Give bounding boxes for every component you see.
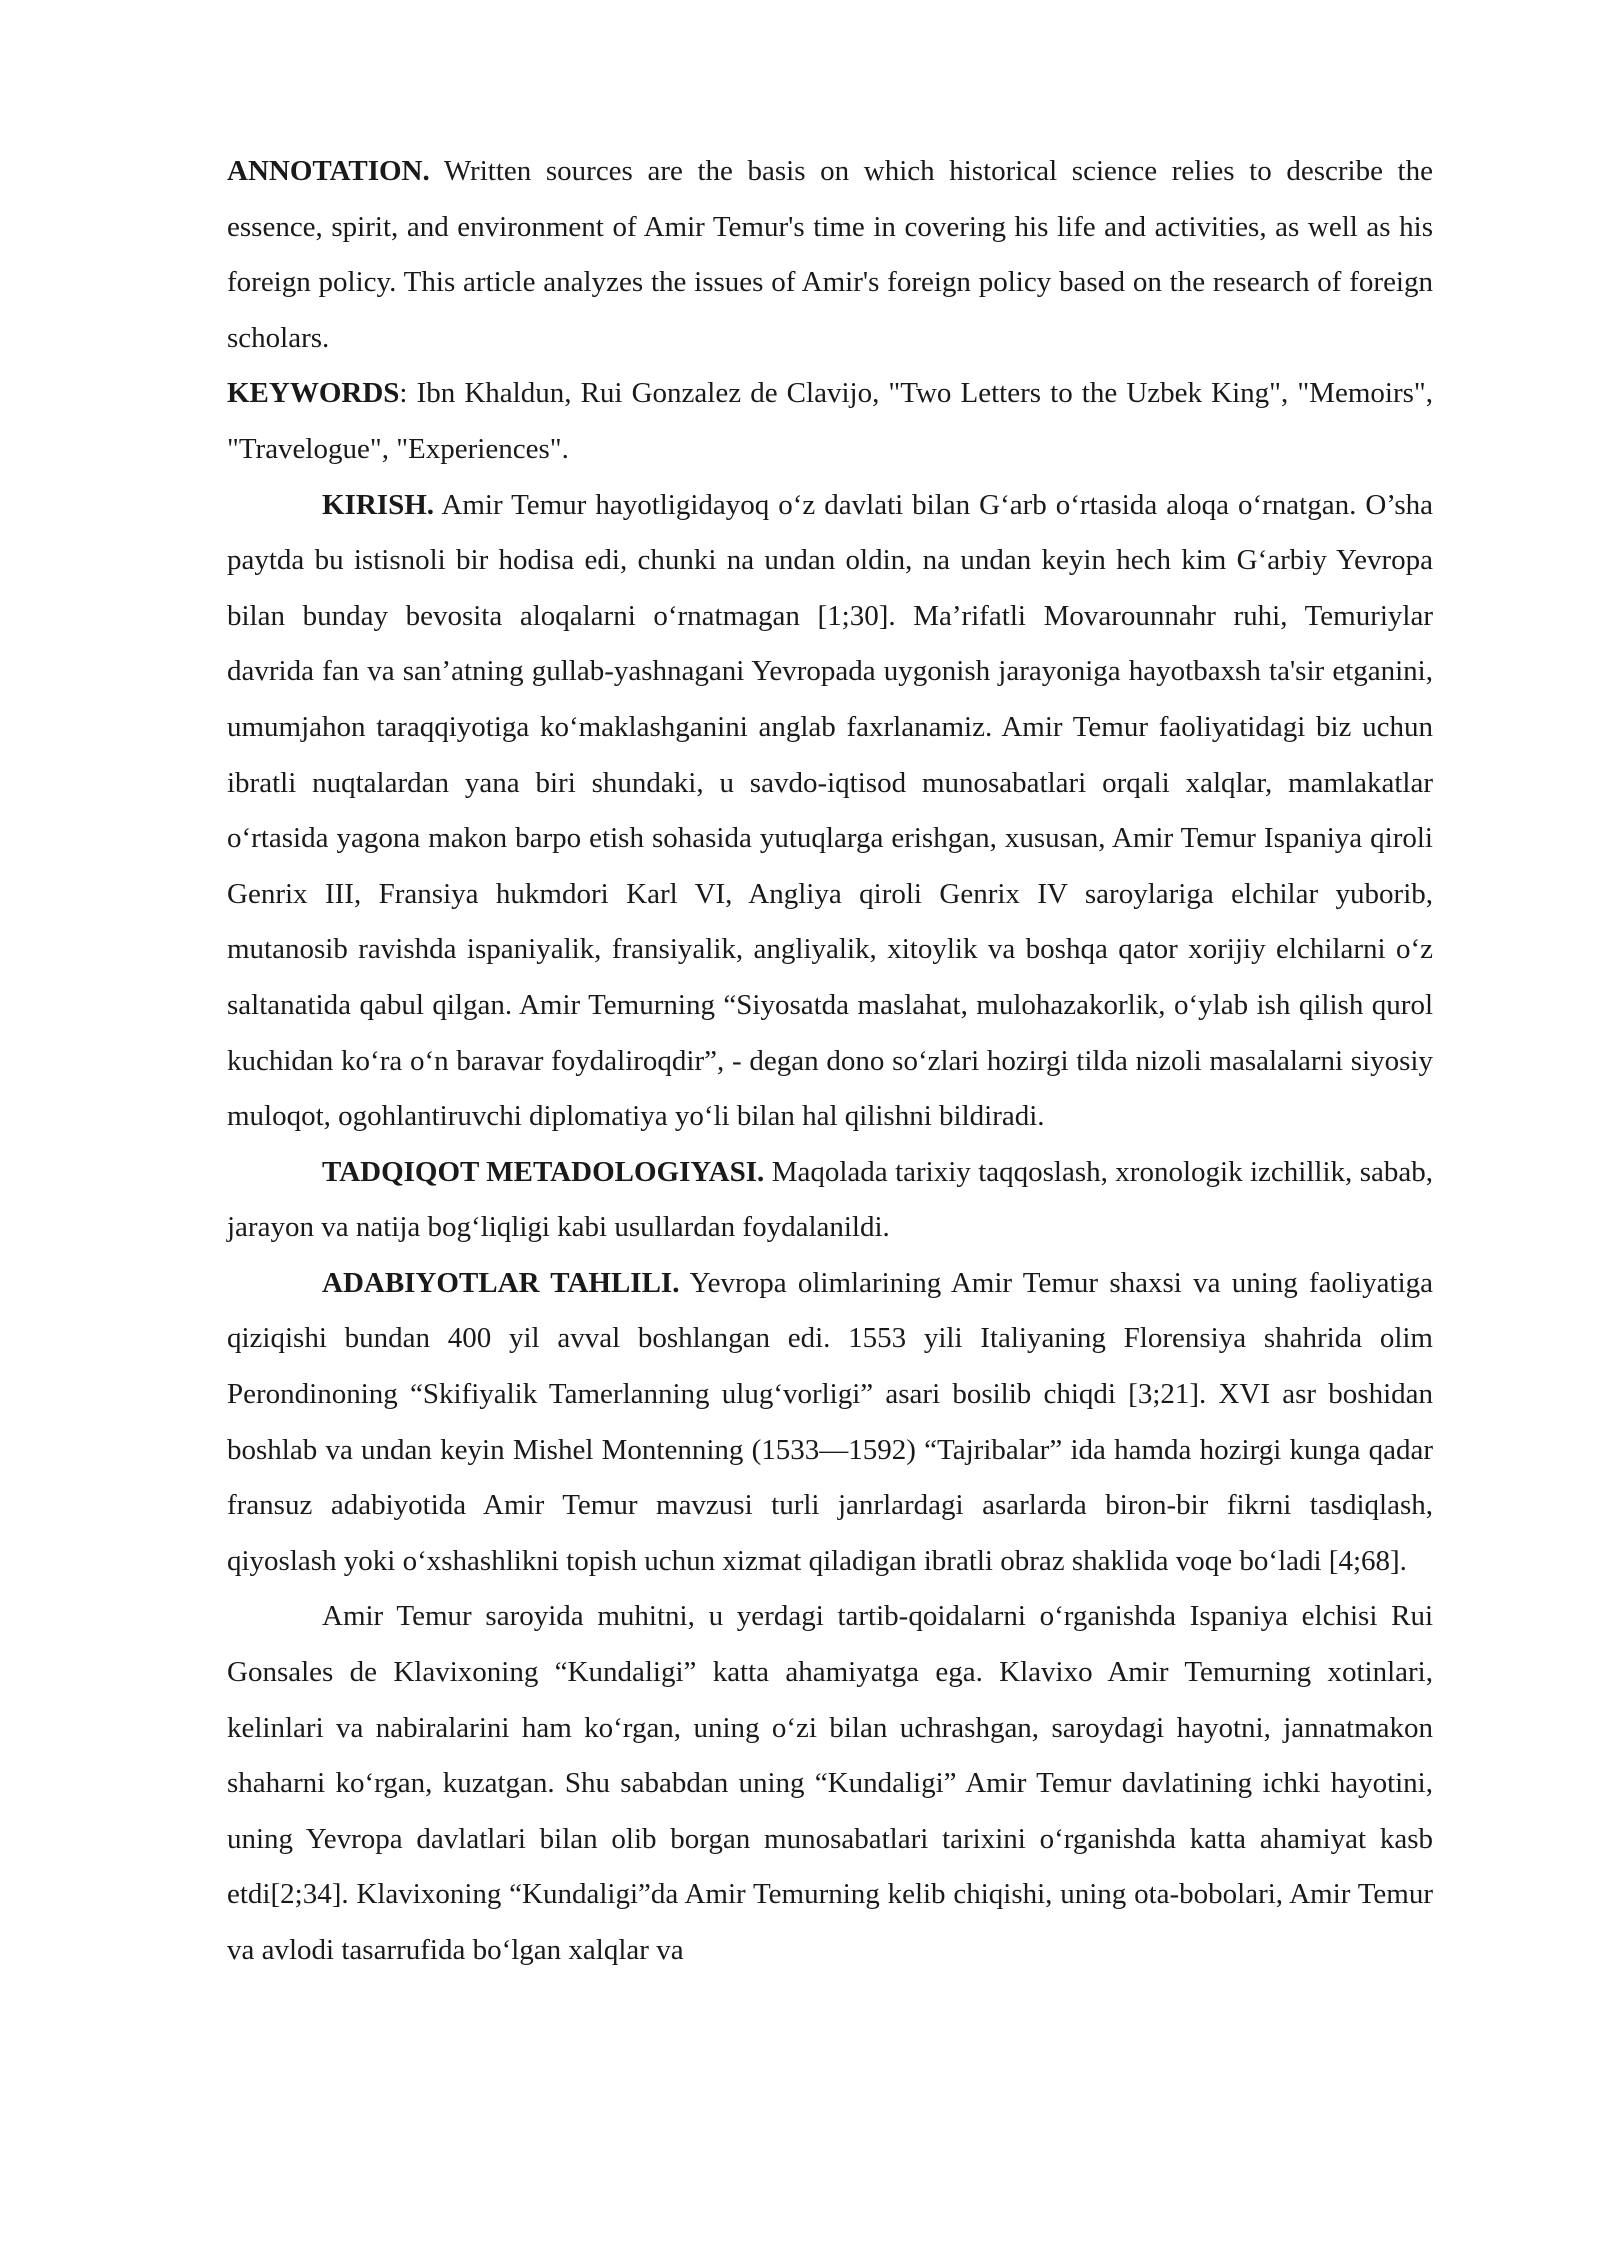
annotation-heading: ANNOTATION.	[227, 155, 430, 187]
clavijo-text: Amir Temur saroyida muhitni, u yerdagi tartib-qoidalarni o‘rganishda Ispaniya elchisi Rui Gonsales de Klavixoning “Kundaligi” katta ahamiyatga ega. Klavixo Amir Temurning xotinlari, kelinlari va nabiralarini ham ko‘rgan, uning o‘zi bilan uchrashgan, saroydagi hayotni, jannatmakon shaharni ko‘rgan, kuzatgan. Shu sababdan uning “Kundaligi” Amir Temur davlatining ichki hayotini, uning Yevropa davlatlari bilan olib borgan munosabatlari tarixini o‘rganishda katta ahamiyat kasb etdi[2;34]. Klavixoning “Kundaligi”da Amir Temurning kelib chiqishi, uning ota-bobolari, Amir Temur va avlodi tasarrufida bo‘lgan xalqlar va	[227, 1600, 1433, 1966]
annotation-text: Written sources are the basis on which historical science relies to describe the essence, spirit, and environment of Amir Temur's time in covering his life and activities, as well as his foreign policy. This article analyzes the issues of Amir's foreign policy based on the research of foreign scholars.	[227, 155, 1433, 354]
keywords-heading: KEYWORDS	[227, 377, 400, 410]
keywords-text: : Ibn Khaldun, Rui Gonzalez de Clavijo, "Two Letters to the Uzbek King", "Memoirs", "Travelogue", "Experiences".	[227, 377, 1433, 465]
methodology-heading: TADQIQOT METADOLOGIYASI.	[322, 1155, 765, 1188]
literature-paragraph	[227, 1256, 1433, 1590]
document-page	[227, 144, 1433, 1979]
kirish-heading: KIRISH.	[322, 488, 435, 521]
kirish-text: Amir Temur hayotligidayoq o‘z davlati bilan G‘arb o‘rtasida aloqa o‘rnatgan. O’sha paytda bu istisnoli bir hodisa edi, chunki na undan oldin, na undan keyin hech kim G‘arbiy Yevropa bilan bunday bevosita aloqalarni o‘rnatmagan [1;30]. Ma’rifatli Movarounnahr ruhi, Temuriylar davrida fan va san’atning gullab-yashnagani Yevropada uygonish jarayoniga hayotbaxsh ta'sir etganini, umumjahon taraqqiyotiga ko‘maklashganini anglab faxrlanamiz. Amir Temur faoliyatidagi biz uchun ibratli nuqtalardan yana biri shundaki, u savdo-iqtisod munosabatlari orqali xalqlar, mamlakatlar o‘rtasida yagona makon barpo etish sohasida yutuqlarga erishgan, xususan, Amir Temur Ispaniya qiroli Genrix III, Fransiya hukmdori Karl VI, Angliya qiroli Genrix IV saroylariga elchilar yuborib, mutanosib ravishda ispaniyalik, fransiyalik, angliyalik, xitoylik va boshqa qator xorijiy elchilarni o‘z saltanatida qabul qilgan. Amir Temurning “Siyosatda maslahat, mulohazakorlik, o‘ylab ish qilish qurol kuchidan ko‘ra o‘n baravar foydaliroqdir”, - degan dono so‘zlari hozirgi tilda nizoli masalalarni siyosiy muloqot, ogohlantiruvchi diplomatiya yo‘li bilan hal qilishni bildiradi.	[227, 488, 1433, 1133]
clavijo-paragraph	[227, 1589, 1433, 1978]
keywords-paragraph	[227, 366, 1433, 477]
methodology-paragraph	[227, 1145, 1433, 1256]
annotation-paragraph	[227, 144, 1433, 366]
literature-heading: ADABIYOTLAR TAHLILI.	[322, 1266, 680, 1299]
methodology-text: Maqolada tarixiy taqqoslash, xronologik izchillik, sabab, jarayon va natija bog‘liqligi kabi usullardan foydalanildi.	[227, 1155, 1433, 1244]
literature-text: Yevropa olimlarining Amir Temur shaxsi va uning faoliyatiga qiziqishi bundan 400 yil avval boshlangan edi. 1553 yili Italiyaning Florensiya shahrida olim Perondinoning “Skifiyalik Tamerlanning ulug‘vorligi” asari bosilib chiqdi [3;21]. XVI asr boshidan boshlab va undan keyin Mishel Montenning (1533—1592) “Tajribalar” ida hamda hozirgi kunga qadar fransuz adabiyotida Amir Temur mavzusi turli janrlardagi asarlarda biron-bir fikrni tasdiqlash, qiyoslash yoki o‘xshashlikni topish uchun xizmat qiladigan ibratli obraz shaklida voqe bo‘ladi [4;68].	[227, 1266, 1434, 1577]
kirish-paragraph	[227, 478, 1433, 1145]
